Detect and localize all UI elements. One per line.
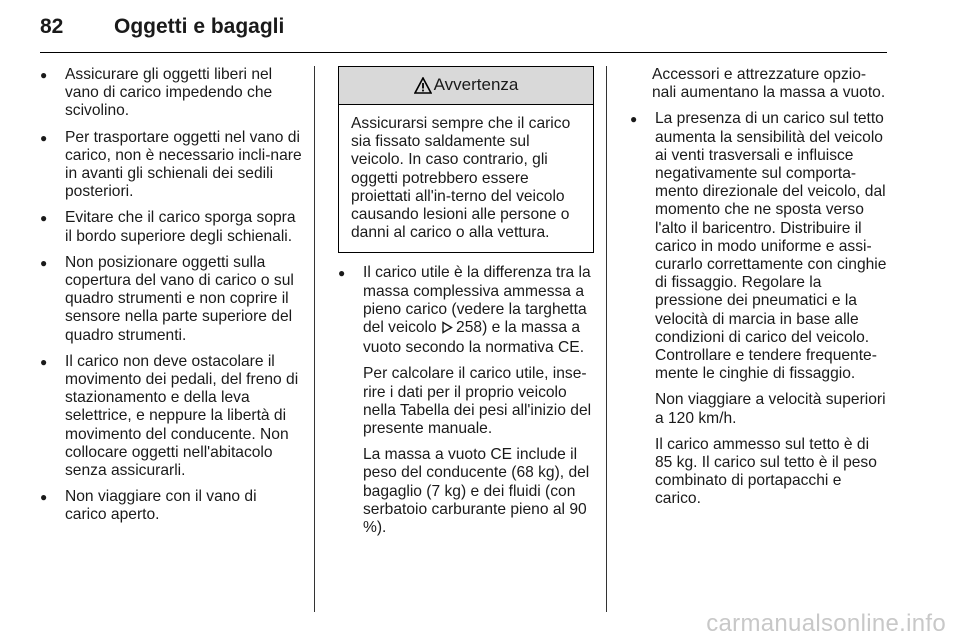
list-item: ● Per trasportare oggetti nel vano di carico, non è necessario incli-nare in avanti gli schienali dei sedili posteriori. bbox=[40, 129, 302, 202]
page-reference-link[interactable]: 258 bbox=[456, 319, 483, 337]
paragraph: Non viaggiare a velocità superiori a 120 km/h. bbox=[655, 391, 886, 427]
page-reference-arrow-icon bbox=[441, 321, 453, 339]
warning-triangle-icon bbox=[414, 77, 432, 94]
bullet-list bbox=[338, 264, 594, 537]
paragraph: Per calcolare il carico utile, inse-rire i dati per il proprio veicolo nella Tabella dei pesi all'inizio del presente manuale. bbox=[363, 365, 592, 438]
list-item bbox=[630, 110, 888, 508]
warning-box bbox=[338, 66, 594, 253]
list-item: ● Non posizionare oggetti sulla copertura del vano di carico o sul quadro strumenti e non coprire il sensore nella parte superiore del quadro strumenti. bbox=[40, 254, 302, 345]
bullet-text: La presenza di un carico sul tetto aumenta la sensibilità del veicolo ai venti trasversali e influisce negativamente sul comporta-mento direzionale del veicolo, dal momento che ne sposta verso l'alto il baricentro. Distribuire il carico in modo uniforme e assi-curarlo correttamente con cinghie di fissaggio. Regolare la pressione dei pneumatici e la velocità di marcia in base alle condizioni di carico del veicolo. Controllare e tendere frequente-mente le cinghie di fissaggio. bbox=[655, 110, 887, 383]
column-divider-1 bbox=[314, 66, 315, 612]
list-item: ● Assicurare gli oggetti liberi nel vano di carico impedendo che scivolino. bbox=[40, 66, 302, 121]
bullet-text: Il carico utile è la differenza tra la massa complessiva ammessa a pieno carico (vedere la targhetta del veicolo bbox=[363, 264, 591, 337]
warning-header bbox=[339, 67, 593, 105]
paragraph: Il carico ammesso sul tetto è di 85 kg. Il carico sul tetto è il peso combinato di portapacchi e carico. bbox=[655, 435, 877, 508]
page-number: 82 bbox=[40, 15, 64, 38]
column-3 bbox=[630, 66, 888, 517]
column-1 bbox=[40, 66, 302, 533]
list-item: ● Il carico non deve ostacolare il movimento dei pedali, del freno di stazionamento e della leva selettrice, e neppure la libertà di movimento del conducente. Non collocare oggetti nell'abitacolo senza assicurarli. bbox=[40, 353, 302, 480]
column-2 bbox=[338, 66, 594, 545]
bullet-list bbox=[40, 66, 302, 525]
paragraph: La massa a vuoto CE include il peso del conducente (68 kg), del bagaglio (7 kg) e dei fluidi (con serbatoio carburante pieno al 90 %). bbox=[363, 446, 590, 537]
section-title: Oggetti e bagagli bbox=[114, 15, 285, 38]
warning-title: Avvertenza bbox=[433, 75, 519, 95]
page-header bbox=[40, 0, 887, 53]
list-item: ● Non viaggiare con il vano di carico aperto. bbox=[40, 488, 302, 524]
bullet-text-continued: ) e la massa a vuoto secondo la normativa CE. bbox=[363, 319, 585, 357]
paragraph: Accessori e attrezzature opzio-nali aumentano la massa a vuoto. bbox=[652, 66, 886, 102]
list-item bbox=[338, 264, 594, 537]
bullet-list bbox=[630, 110, 888, 508]
list-item: ● Evitare che il carico sporga sopra il bordo superiore degli schienali. bbox=[40, 209, 302, 245]
watermark: carmanualsonline.info bbox=[706, 610, 946, 637]
warning-body: Assicurarsi sempre che il carico sia fissato saldamente sul veicolo. In caso contrario, gli oggetti potrebbero essere proiettati all'in-terno del veicolo causando lesioni alle persone o danni al carico o alla vettura. bbox=[351, 115, 571, 242]
column-divider-2 bbox=[606, 66, 607, 612]
